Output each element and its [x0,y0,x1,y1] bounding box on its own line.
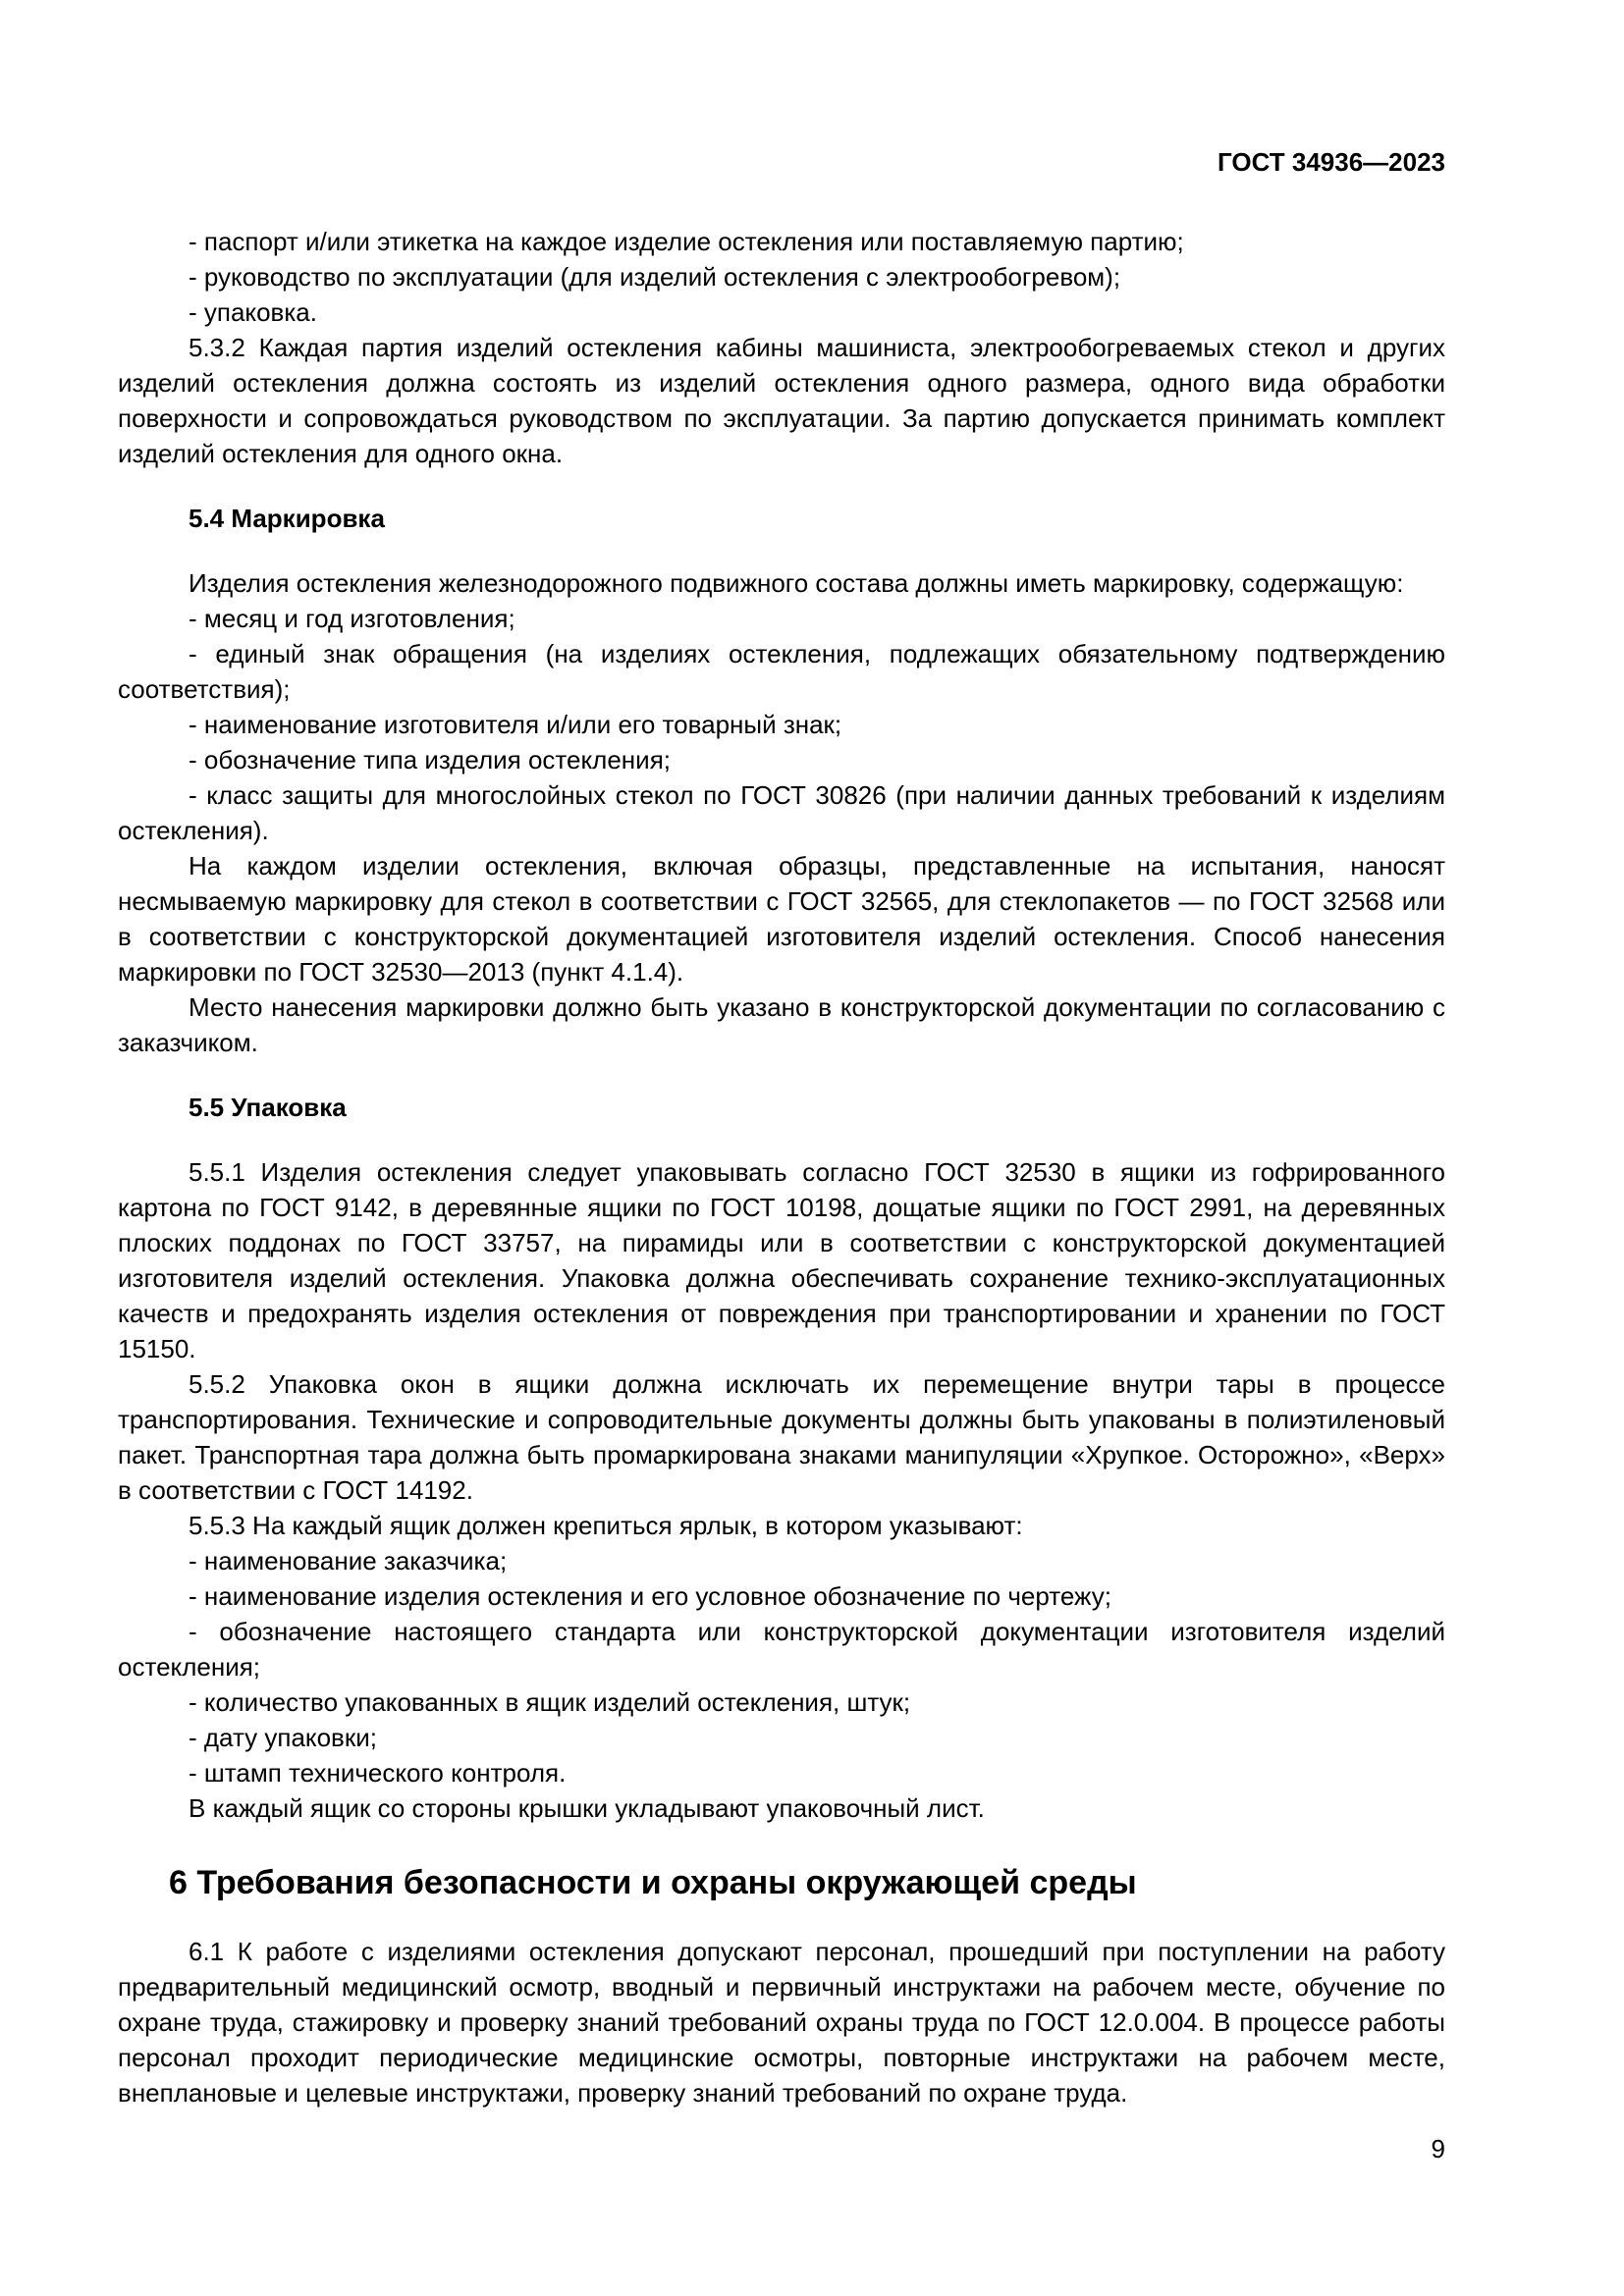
marking-paragraph: На каждом изделии остекления, включая образцы, представленные на испытания, наносят несмываемую маркировку для стекол в соответствии с ГОСТ 32565, для стеклопакетов — по ГОСТ 32568 или в соответствии с конструкторской документацией изготовителя изделий остекления. Способ нанесения маркировки по ГОСТ 32530—2013 (пункт 4.1.4). [118,851,1445,987]
list-item: - месяц и год изготовления; [189,604,515,633]
list-item: - класс защиты для многослойных стекол по ГОСТ 30826 (при наличии данных требований к изделиям остекления). [118,780,1445,845]
list-item: - обозначение типа изделия остекления; [189,745,671,774]
marking-paragraph: Место нанесения маркировки должно быть указано в конструкторской документации по согласованию с заказчиком. [118,992,1445,1057]
list-item: - дату упаковки; [189,1723,377,1752]
clause-6-1: 6.1 К работе с изделиями остекления допускают персонал, прошедший при поступлении на работу предварительный медицинский осмотр, вводный и первичный инструктажи на рабочем месте, обучение по охране труда, стажировку и проверку знаний требований охраны труда по ГОСТ 12.0.004. В процессе работы персонал проходит периодические медицинские осмотры, повторные инструктажи на рабочем месте, внеплановые и целевые инструктажи, проверку знаний требований по охране труда. [118,1937,1445,2108]
heading-section-6: 6 Требования безопасности и охраны окружающей среды [169,1864,1137,1901]
list-item: - упаковка. [189,297,317,327]
marking-intro: Изделия остекления железнодорожного подвижного состава должны иметь маркировку, содержащую: [189,568,1404,598]
heading-5-4: 5.4 Маркировка [189,504,385,533]
list-item: - наименование изготовителя и/или его товарный знак; [189,710,842,739]
clause-5-5-1: 5.5.1 Изделия остекления следует упаковывать согласно ГОСТ 32530 в ящики из гофрированного картона по ГОСТ 9142, в деревянные ящики по ГОСТ 10198, дощатые ящики по ГОСТ 2991, на деревянных плоских поддонах по ГОСТ 33757, на пирамиды или в соответствии с конструкторской документацией изготовителя изделий остекления. Упаковка должна обеспечивать сохранение технико-эксплуатационных качеств и предохранять изделия остекления от повреждения при транспортировании и хранении по ГОСТ 15150. [118,1157,1445,1363]
clause-5-5-2: 5.5.2 Упаковка окон в ящики должна исключать их перемещение внутри тары в процессе транспортирования. Технические и сопроводительные документы должны быть упакованы в полиэтиленовый пакет. Транспортная тара должна быть промаркирована знаками манипуляции «Хрупкое. Осторожно», «Верх» в соответствии с ГОСТ 14192. [118,1369,1445,1505]
list-item: - наименование изделия остекления и его условное обозначение по чертежу; [189,1581,1111,1611]
list-item: - единый знак обращения (на изделиях остекления, подлежащих обязательному подтверждению соответствия); [118,639,1445,704]
packing-closing: В каждый ящик со стороны крышки укладывают упаковочный лист. [189,1793,985,1823]
list-item: - наименование заказчика; [189,1546,508,1575]
list-item: - штамп технического контроля. [189,1758,567,1788]
clause-5-5-3: 5.5.3 На каждый ящик должен крепиться ярлык, в котором указывают: [189,1511,1023,1540]
standard-designation: ГОСТ 34936—2023 [1218,147,1445,177]
list-item: - паспорт и/или этикетка на каждое изделие остекления или поставляемую партию; [189,227,1184,256]
list-item: - руководство по эксплуатации (для изделий остекления с электрообогревом); [189,262,1121,292]
list-item: - обозначение настоящего стандарта или конструкторской документации изготовителя изделий остекления; [118,1617,1445,1682]
clause-5-3-2: 5.3.2 Каждая партия изделий остекления кабины машиниста, электрообогреваемых стекол и других изделий остекления должна состоять из изделий остекления одного размера, одного вида обработки поверхности и сопровождаться руководством по эксплуатации. За партию допускается принимать комплект изделий остекления для одного окна. [118,333,1445,468]
page-content [118,224,1445,2110]
heading-5-5: 5.5 Упаковка [189,1093,347,1122]
list-item: - количество упакованных в ящик изделий остекления, штук; [189,1687,911,1717]
page-number: 9 [1431,2134,1445,2163]
